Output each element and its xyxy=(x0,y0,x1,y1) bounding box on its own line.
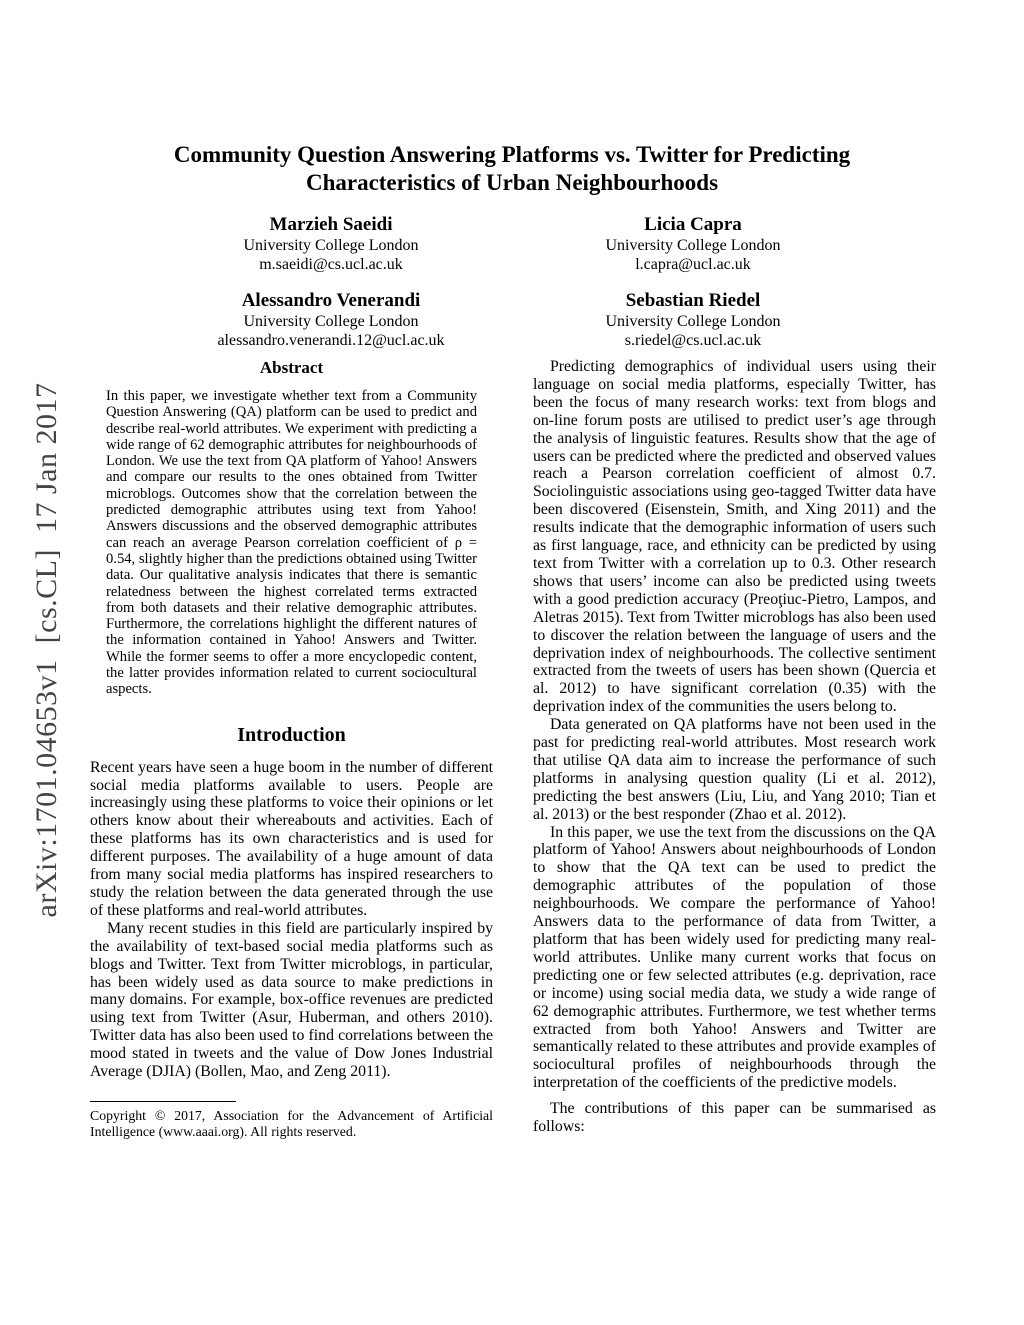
author-email: alessandro.venerandi.12@ucl.ac.uk xyxy=(217,332,445,349)
author-email: s.riedel@cs.ucl.ac.uk xyxy=(624,332,762,349)
related-work-paragraph-2: Data generated on QA platforms have not been used in the past for predicting real-world attributes. Most research work that utilise QA data aim to increase the performance of such platforms in analysing question quality (Li et al. 2012), predicting the best answers (Liu, Liu, and Yang 2010; Tian et al. 2013) or the best responder (Zhao et al. 2012). xyxy=(533,716,936,823)
author-affiliation: University College London xyxy=(605,313,781,330)
footnote-rule xyxy=(90,1101,236,1102)
author-name: Alessandro Venerandi xyxy=(241,290,421,311)
author-affiliation: University College London xyxy=(243,237,419,254)
right-column xyxy=(533,358,936,1136)
author-block-venerandi xyxy=(150,289,512,350)
author-email: l.capra@ucl.ac.uk xyxy=(635,256,751,273)
authors-grid xyxy=(150,213,874,350)
author-block-capra xyxy=(512,213,874,274)
author-name: Marzieh Saeidi xyxy=(269,214,393,235)
author-block-saeidi xyxy=(150,213,512,274)
copyright-footnote xyxy=(90,1101,493,1140)
section-heading-introduction: Introduction xyxy=(237,723,346,746)
title-line-1: Community Question Answering Platforms vs. Twitter for Predicting xyxy=(173,142,851,167)
abstract-heading: Abstract xyxy=(259,358,324,377)
intro-paragraph-1: Recent years have seen a huge boom in the number of different social media platforms available to users. People are increasingly using these platforms to voice their opinions or let others know about their whereabouts and activities. Each of these platforms has its own characteristics and is used for different purposes. The availability of a huge amount of data from many social media platforms has inspired researchers to study the relation between the data generated through the use of these platforms and real-world attributes. xyxy=(90,758,493,919)
author-affiliation: University College London xyxy=(605,237,781,254)
arxiv-watermark: arXiv:1701.04653v1 [cs.CL] 17 Jan 2017 xyxy=(30,382,63,918)
author-email: m.saeidi@cs.ucl.ac.uk xyxy=(259,256,403,273)
contributions-lead: The contributions of this paper can be summarised as follows: xyxy=(533,1100,936,1136)
author-block-riedel xyxy=(512,289,874,350)
left-column xyxy=(90,358,493,1140)
author-name: Sebastian Riedel xyxy=(625,290,761,311)
abstract-text: In this paper, we investigate whether text from a Community Question Answering (QA) platform can be used to predict and describe real-world attributes. We experiment with predicting a wide range of 62 demographic attributes for neighbourhoods of London. We use the text from QA platform of Yahoo! Answers and compare our results to the ones obtained from Twitter microblogs. Outcomes show that the correlation between the predicted demographic attributes using text from Yahoo! Answers discussions and the observed demographic attributes can reach an average Pearson correlation coefficient of ρ = 0.54, slightly higher than the predictions obtained using Twitter data. Our qualitative analysis indicates that there is semantic relatedness between the highest correlated terms extracted from both datasets and their relative demographic attributes. Furthermore, the correlations highlight the different natures of the information contained in Yahoo! Answers and Twitter. While the former seems to offer a more encyclopedic content, the latter provides information related to current sociocultural aspects. xyxy=(106,388,477,698)
related-work-paragraph-1: Predicting demographics of individual users using their language on social media platforms, especially Twitter, has been the focus of many research works: text from blogs and on-line forum posts are utilised to predict user’s age through the analysis of linguistic features. Results show that the age of users can be predicted where the predicted and observed values reach a Pearson correlation coefficient of almost 0.7. Sociolinguistic associations using geo-tagged Twitter data have been discovered (Eisenstein, Smith, and Xing 2011) and the results indicate that the demographic information of users such as first language, race, and ethnicity can be predicted by using text from Twitter with a correlation up to 0.3. Other research shows that users’ income can also be predicted using tweets with a good prediction accuracy (Preoţiuc-Pietro, Lampos, and Aletras 2015). Text from Twitter microblogs has also been used to discover the relation between the language of users and the deprivation index of neighbourhoods. The collective sentiment extracted from the tweets of users has been shown (Quercia et al. 2012) to have significant correlation (0.35) with the deprivation index of the communities the users belong to. xyxy=(533,358,936,716)
intro-paragraph-2: Many recent studies in this field are particularly inspired by the availability of text-based social media platforms such as blogs and Twitter. Text from Twitter microblogs, in particular, has been widely used as data source to make predictions in many domains. For example, box-office revenues are predicted using text from Twitter (Asur, Huberman, and others 2010). Twitter data has also been used to find correlations between the mood stated in tweets and the value of Dow Jones Industrial Average (DJIA) (Bollen, Mao, and Zeng 2011). xyxy=(90,919,493,1081)
paper-header xyxy=(90,141,934,350)
paper-overview-paragraph: In this paper, we use the text from the discussions on the QA platform of Yahoo! Answers about neighbourhoods of London to show that the QA text can be used to predict the demographic attributes of the population of those neighbourhoods. We compare the performance of Yahoo! Answers data to the performance of data from Twitter, a platform that has been widely used for predicting many real-world attributes. Unlike many current works that focus on predicting one or few selected attributes (e.g. deprivation, race or income) using social media data, we study a wide range of 62 demographic attributes. Furthermore, we test whether terms extracted from both Yahoo! Answers and Twitter are semantically related to these attributes and provide examples of sociocultural profiles of neighbourhoods through the interpretation of the coefficients of the predictive models. xyxy=(533,823,936,1092)
paper-title xyxy=(90,141,934,197)
author-affiliation: University College London xyxy=(243,313,419,330)
author-name: Licia Capra xyxy=(644,214,742,235)
copyright-text: Copyright © 2017, Association for the Advancement of Artificial Intelligence (www.aaai.org). All rights reserved. xyxy=(90,1107,493,1140)
title-line-2: Characteristics of Urban Neighbourhoods xyxy=(305,170,719,195)
